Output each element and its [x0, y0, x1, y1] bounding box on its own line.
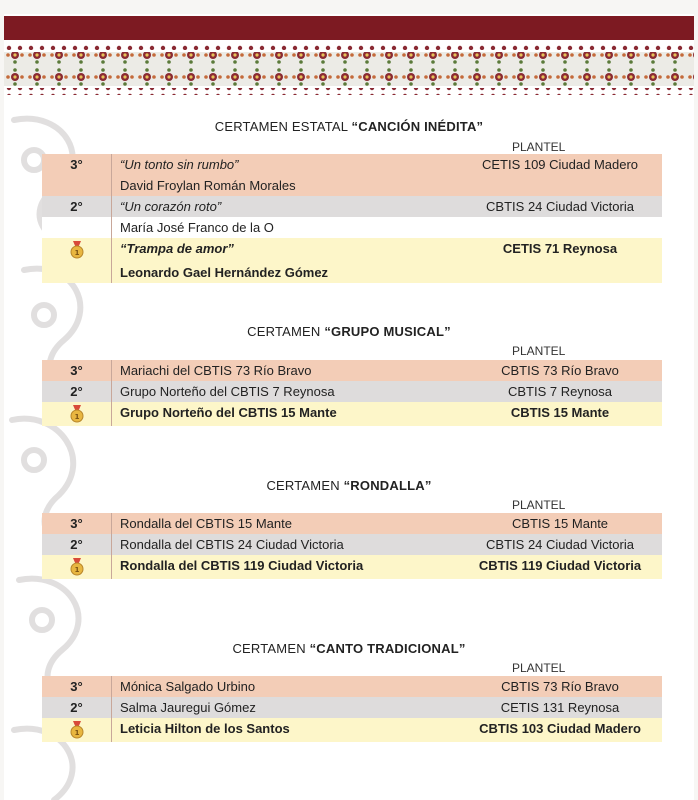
table-row: [42, 238, 662, 262]
section-title: CERTAMEN “RONDALLA”: [266, 478, 432, 493]
table-row: [42, 555, 662, 579]
participant-name: Rondalla del CBTIS 15 Mante: [112, 513, 459, 534]
svg-text:1: 1: [74, 566, 79, 574]
song-title: “Un corazón roto”: [120, 199, 222, 214]
place-label: 2°: [42, 534, 112, 555]
place-label: 2°: [42, 196, 112, 217]
table-row: [42, 402, 662, 426]
participant-name: David Froylan Román Morales: [112, 175, 459, 196]
svg-text:1: 1: [74, 729, 79, 737]
school-name: CBTIS 73 Río Bravo: [458, 360, 662, 381]
participant-name: Salma Jauregui Gómez: [112, 697, 459, 718]
school-name: CBTIS 15 Mante: [458, 513, 662, 534]
section-title: CERTAMEN “CANTO TRADICIONAL”: [232, 641, 466, 656]
results-table: [42, 676, 663, 742]
table-row: [42, 718, 662, 742]
table-row: [42, 196, 662, 217]
school-name: CBTIS 103 Ciudad Madero: [458, 718, 662, 742]
table-row: [42, 534, 662, 555]
table-row: [42, 262, 662, 283]
school-name: CBTIS 24 Ciudad Victoria: [458, 534, 662, 555]
participant-name: Grupo Norteño del CBTIS 15 Mante: [112, 402, 459, 426]
plantel-label: PLANTEL: [512, 140, 566, 154]
place-label: 2°: [42, 381, 112, 402]
participant-name: Mónica Salgado Urbino: [112, 676, 459, 697]
header-bar: [4, 16, 694, 40]
school-name: CETIS 131 Reynosa: [458, 697, 662, 718]
place-label: 3°: [42, 360, 112, 381]
place-label: 3°: [42, 676, 112, 697]
section-title: CERTAMEN ESTATAL “CANCIÓN INÉDITA”: [214, 119, 484, 134]
song-title: “Trampa de amor”: [120, 241, 234, 256]
svg-text:1: 1: [74, 249, 79, 257]
table-row: [42, 513, 662, 534]
school-name: CBTIS 119 Ciudad Victoria: [458, 555, 662, 579]
plantel-label: PLANTEL: [512, 661, 566, 675]
participant-name: Leticia Hilton de los Santos: [112, 718, 459, 742]
medal-icon: [70, 405, 84, 423]
medal-icon: [70, 241, 84, 259]
table-row: [42, 175, 662, 196]
medal-icon: [70, 721, 84, 739]
participant-name: Grupo Norteño del CBTIS 7 Reynosa: [112, 381, 459, 402]
song-title: “Un tonto sin rumbo”: [120, 157, 239, 172]
school-name: CBTIS 24 Ciudad Victoria: [458, 196, 662, 217]
participant-name: Mariachi del CBTIS 73 Río Bravo: [112, 360, 459, 381]
participant-name: Rondalla del CBTIS 119 Ciudad Victoria: [112, 555, 459, 579]
place-label: 3°: [42, 513, 112, 534]
participant-name: Leonardo Gael Hernández Gómez: [112, 262, 459, 283]
table-row: [42, 697, 662, 718]
school-name: CBTIS 73 Río Bravo: [458, 676, 662, 697]
results-table: [42, 154, 663, 283]
table-row: [42, 381, 662, 402]
school-name: CETIS 109 Ciudad Madero: [458, 154, 662, 175]
school-name: CBTIS 7 Reynosa: [458, 381, 662, 402]
school-name: CETIS 71 Reynosa: [458, 238, 662, 262]
results-table: [42, 360, 663, 426]
table-row: [42, 676, 662, 697]
results-table: [42, 513, 663, 579]
svg-text:1: 1: [74, 413, 79, 421]
decorative-border: [4, 44, 694, 96]
plantel-label: PLANTEL: [512, 344, 566, 358]
table-row: [42, 154, 662, 175]
table-row: [42, 360, 662, 381]
plantel-label: PLANTEL: [512, 498, 566, 512]
place-label: 3°: [42, 154, 112, 175]
participant-name: María José Franco de la O: [112, 217, 459, 238]
table-row: [42, 217, 662, 238]
school-name: CBTIS 15 Mante: [458, 402, 662, 426]
participant-name: Rondalla del CBTIS 24 Ciudad Victoria: [112, 534, 459, 555]
medal-icon: [70, 558, 84, 576]
section-title: CERTAMEN “GRUPO MUSICAL”: [247, 324, 451, 339]
document-page: [4, 14, 694, 800]
place-label: 2°: [42, 697, 112, 718]
